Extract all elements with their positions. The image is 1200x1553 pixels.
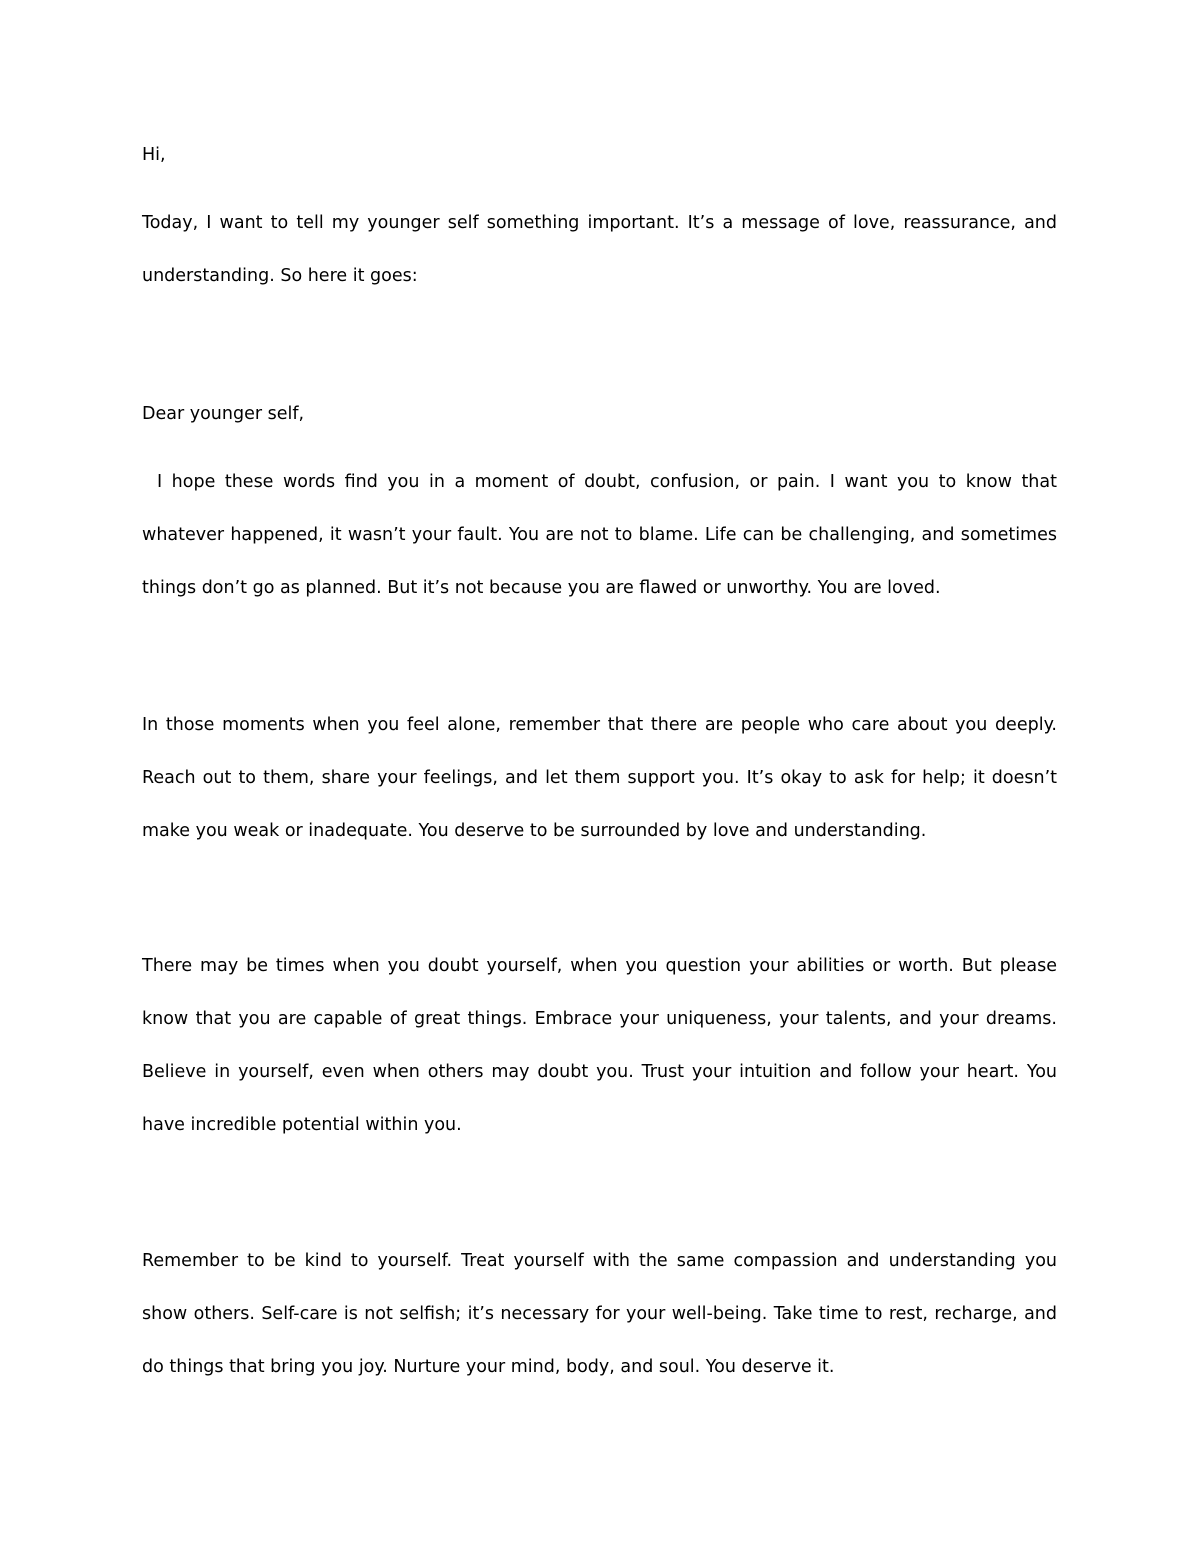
greeting: Hi, xyxy=(142,145,166,165)
body-paragraph-3: There may be times when you doubt yourself, when you question your abilities or worth. But please know that you are capable of great things. Embrace your uniqueness, your talents, and your dreams. Believe in yourself, even when others may doubt you. Trust your intuition and follow your heart. You have incredible potential within you. xyxy=(142,956,1057,1135)
body-paragraph-4: Remember to be kind to yourself. Treat yourself with the same compassion and understanding you show others. Self-care is not selfish; it’s necessary for your well-being. Take time to rest, recharge, and do things that bring you joy. Nurture your mind, body, and soul. You deserve it. xyxy=(142,1251,1057,1377)
intro-paragraph: Today, I want to tell my younger self something important. It’s a message of love, reassurance, and understanding. So here it goes: xyxy=(142,213,1057,286)
body-paragraph-2: In those moments when you feel alone, remember that there are people who care about you deeply. Reach out to them, share your feelings, and let them support you. It’s okay to ask for help; it doesn’t make you weak or inadequate. You deserve to be surrounded by love and understanding. xyxy=(142,715,1057,841)
salutation: Dear younger self, xyxy=(142,404,305,424)
body-paragraph-1: I hope these words find you in a moment of doubt, confusion, or pain. I want you to know that whatever happened, it wasn’t your fault. You are not to blame. Life can be challenging, and sometimes things don’t go as planned. But it’s not because you are flawed or unworthy. You are loved. xyxy=(142,472,1057,598)
